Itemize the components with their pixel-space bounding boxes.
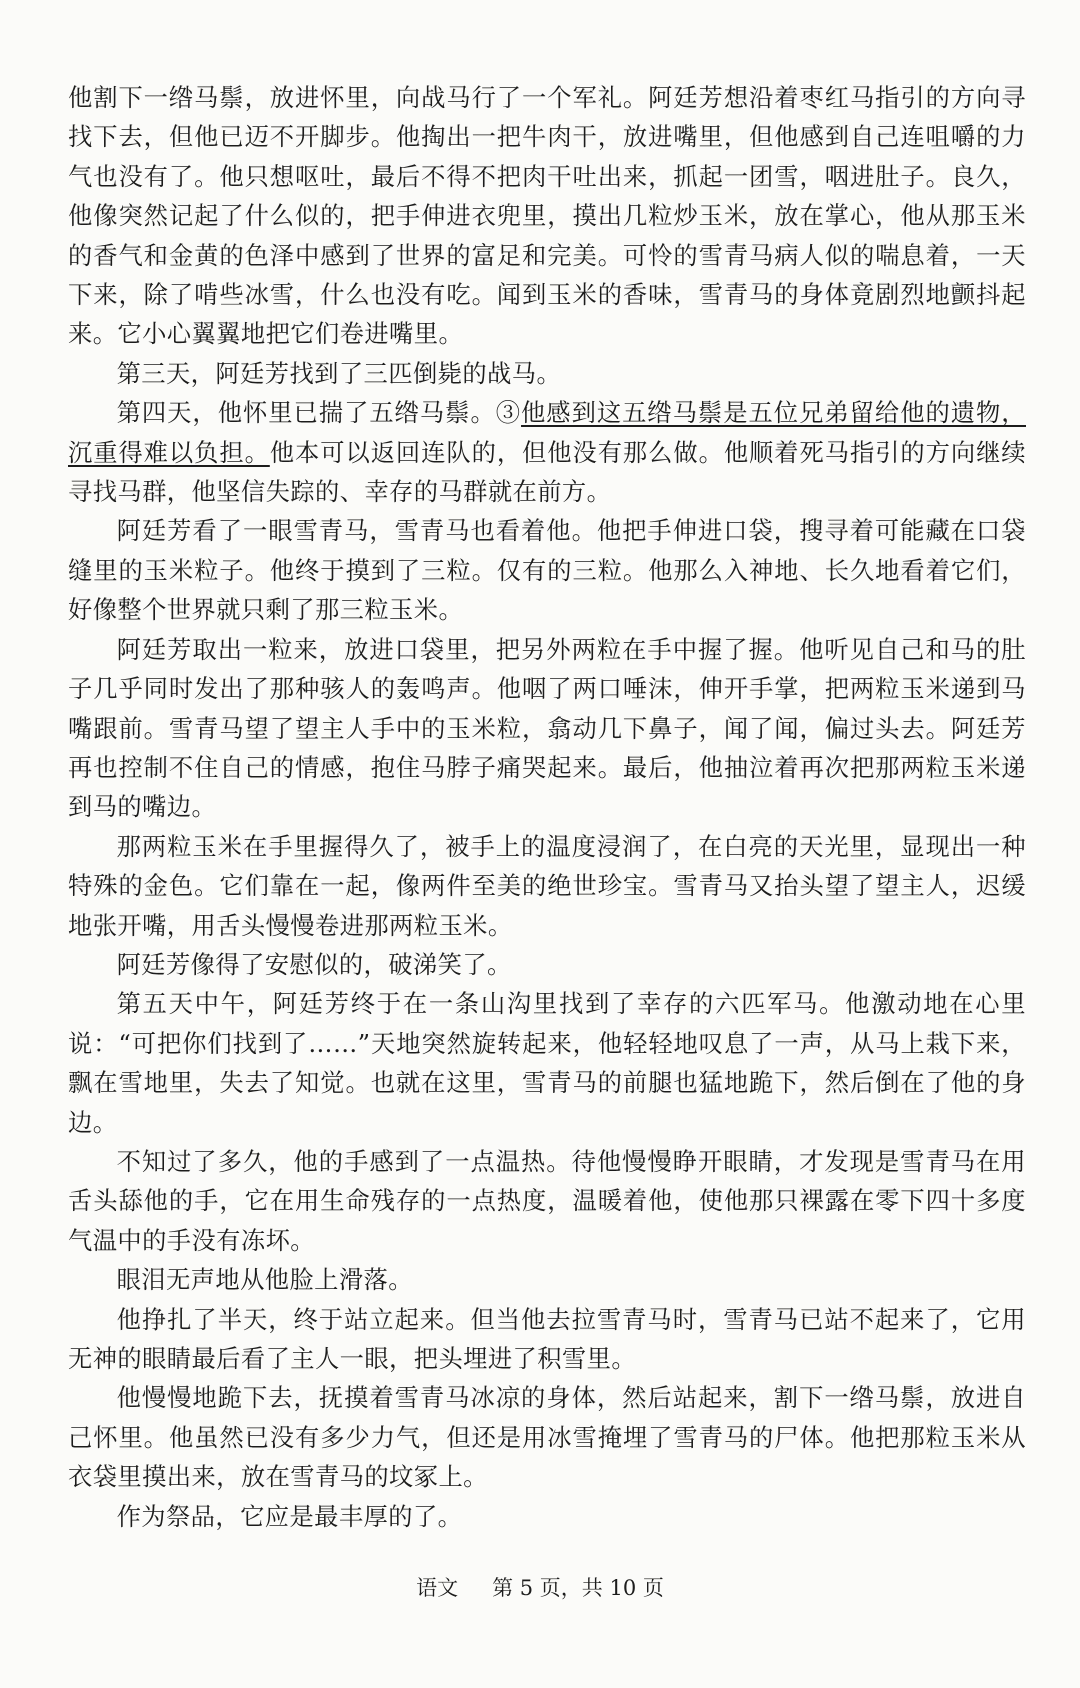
- paragraph-10: 眼泪无声地从他脸上滑落。: [116, 1265, 413, 1295]
- paragraph-3: [68, 393, 1026, 511]
- paragraph-6: 那两粒玉米在手里握得久了，被手上的温度浸润了，在白亮的天光里，显现出一种特殊的金色。它们靠在一起，像两件至美的绝世珍宝。雪青马又抬头望了望主人，迟缓地张开嘴，用舌头慢慢卷进那两粒玉米。: [68, 831, 1026, 940]
- paragraph-4: 阿廷芳看了一眼雪青马，雪青马也看着他。他把手伸进口袋，搜寻着可能藏在口袋缝里的玉米粒子。他终于摸到了三粒。仅有的三粒。他那么入神地、长久地看着它们，好像整个世界就只剩了那三粒玉米。: [68, 516, 1026, 625]
- paragraph-13: 作为祭品，它应是最丰厚的了。: [116, 1501, 463, 1531]
- underlined-sentence-3: 他感到这五绺马鬃是五位兄弟留给他的遗物，沉重得难以负担。: [68, 398, 1026, 467]
- paragraph-2: 第三天，阿廷芳找到了三匹倒毙的战马。: [116, 358, 562, 388]
- paragraph-3-rest: 他本可以返回连队的，但他没有那么做。他顺着死马指引的方向继续寻找马群，他坚信失踪的、幸存的马群就在前方。: [68, 437, 1026, 507]
- reading-passage: [68, 78, 1026, 1536]
- paragraph-5: 阿廷芳取出一粒来，放进口袋里，把另外两粒在手中握了握。他听见自己和马的肚子几乎同时发出了那种骇人的轰鸣声。他咽了两口唾沫，伸开手掌，把两粒玉米递到马嘴跟前。雪青马望了望主人手中的玉米粒，翕动几下鼻子，闻了闻，偏过头去。阿廷芳再也控制不住自己的情感，抱住马脖子痛哭起来。最后，他抽泣着再次把那两粒玉米递到马的嘴边。: [68, 634, 1026, 822]
- paragraph-1: 他割下一绺马鬃，放进怀里，向战马行了一个军礼。阿廷芳想沿着枣红马指引的方向寻找下去，但他已迈不开脚步。他掏出一把牛肉干，放进嘴里，但他感到自己连咀嚼的力气也没有了。他只想呕吐，最后不得不把肉干吐出来，抓起一团雪，咽进肚子。良久，他像突然记起了什么似的，把手伸进衣兜里，摸出几粒炒玉米，放在掌心，他从那玉米的香气和金黄的色泽中感到了世界的富足和完美。可怜的雪青马病人似的喘息着，一天下来，除了啃些冰雪，什么也没有吃。闻到玉米的香味，雪青马的身体竟剧烈地颤抖起来。它小心翼翼地把它们卷进嘴里。: [68, 83, 1026, 349]
- footer-subject: 语文: [416, 1576, 459, 1600]
- paragraph-3-lead: 第四天，他怀里已揣了五绺马鬃。③: [116, 398, 522, 428]
- paragraph-11: 他挣扎了半天，终于站立起来。但当他去拉雪青马时，雪青马已站不起来了，它用无神的眼睛最后看了主人一眼，把头埋进了积雪里。: [68, 1304, 1026, 1373]
- page-footer: [0, 1572, 1080, 1602]
- footer-page-number: 第 5 页，共 10 页: [492, 1576, 664, 1600]
- paragraph-8: 第五天中午，阿廷芳终于在一条山沟里找到了幸存的六匹军马。他激动地在心里说：“可把你们找到了……”天地突然旋转起来，他轻轻地叹息了一声，从马上栽下来，飘在雪地里，失去了知觉。也就在这里，雪青马的前腿也猛地跪下，然后倒在了他的身边。: [68, 989, 1026, 1137]
- paragraph-7: 阿廷芳像得了安慰似的，破涕笑了。: [116, 949, 512, 979]
- paragraph-9: 不知过了多久，他的手感到了一点温热。待他慢慢睁开眼睛，才发现是雪青马在用舌头舔他的手，它在用生命残存的一点热度，温暖着他，使他那只裸露在零下四十多度气温中的手没有冻坏。: [68, 1146, 1026, 1255]
- paragraph-12: 他慢慢地跪下去，抚摸着雪青马冰凉的身体，然后站起来，割下一绺马鬃，放进自己怀里。他虽然已没有多少力气，但还是用冰雪掩埋了雪青马的尸体。他把那粒玉米从衣袋里摸出来，放在雪青马的坟冢上。: [68, 1383, 1026, 1492]
